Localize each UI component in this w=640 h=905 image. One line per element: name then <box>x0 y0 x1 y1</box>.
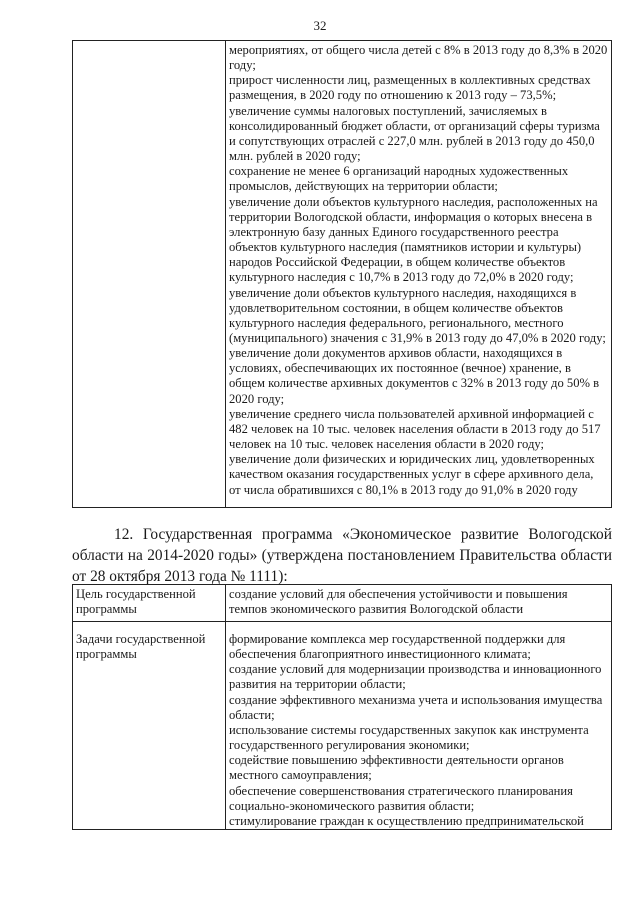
task-item: формирование комплекса мер государственной поддержки для обеспечения благоприятного инвестиционного климата; <box>229 632 566 662</box>
tasks-cell <box>226 622 612 830</box>
indicator-item: увеличение доли физических и юридических лиц, удовлетворенных качеством оказания государственных услуг в сфере архивного дела, от числа обратившихся с 80,1% в 2013 году до 91,0% в 2020 году <box>229 452 595 497</box>
task-item: стимулирование граждан к осуществлению предпринимательской <box>229 813 584 828</box>
indicator-item: сохранение не менее 6 организаций народных художественных промыслов, действующих на территории области; <box>229 164 569 194</box>
task-item: создание эффективного механизма учета и использования имущества области; <box>229 692 603 722</box>
indicator-item: увеличение доли объектов культурного наследия, расположенных на территории Вологодской области, информация о которых внесена в электронную базу данных Единого государственного реестра объектов культурного наследия (памятников истории и культуры) народов Российской Федерации, в общем количестве объектов культурного наследия с 10,7% в 2013 году до 72,0% в 2020 году; <box>229 194 598 285</box>
section-heading <box>72 524 612 587</box>
indicator-item: увеличение суммы налоговых поступлений, зачисляемых в консолидированный бюджет области, от организаций сферы туризма и сопутствующих отраслей с 227,0 млн. рублей в 2013 году до 450,0 млн. рублей в 2020 году; <box>229 103 600 164</box>
indicators-label-cell <box>73 41 226 508</box>
task-item: содействие повышению эффективности деятельности органов местного самоуправления; <box>229 753 564 783</box>
indicator-item: мероприятиях, от общего числа детей с 8% в 2013 году до 8,3% в 2020 году; <box>229 43 608 73</box>
indicator-item: прирост численности лиц, размещенных в коллективных средствах размещения, в 2020 году по отношению к 2013 году – 73,5%; <box>229 73 591 103</box>
indicator-item: увеличение доли документов архивов области, находящихся в условиях, обеспечивающих их постоянное (вечное) хранение, в общем количестве архивных документов с 32% в 2013 году до 50% в 2020 году; <box>229 346 600 406</box>
indicator-item: увеличение доли объектов культурного наследия, находящихся в удовлетворительном состоянии, в общем количестве объектов культурного наследия федерального, регионального, местного (муниципального) значения с 31,9% в 2013 году до 47,0% в 2020 году; <box>229 285 606 345</box>
page-number: 32 <box>313 18 327 33</box>
task-item: обеспечение совершенствования стратегического планирования социально-экономического развития области; <box>229 783 573 813</box>
section-heading-text: 12. Государственная программа «Экономическое развитие Вологодской области на 2014-2020 годы» (утверждена постановлением Правительства области от 28 октября 2013 года № 1111): <box>72 526 612 585</box>
goal-row <box>73 585 612 622</box>
goal-label: Цель государственной программы <box>73 585 226 622</box>
goal-text: создание условий для обеспечения устойчивости и повышения темпов экономического развития Вологодской области <box>226 585 612 622</box>
task-item: создание условий для модернизации производства и инновационного развития на территории области; <box>229 662 602 692</box>
tasks-row <box>73 622 612 830</box>
task-item: использование системы государственных закупок как инструмента государственного регулирования экономики; <box>229 722 589 753</box>
program-table <box>72 584 612 830</box>
indicators-table <box>72 40 612 508</box>
indicators-text-cell <box>226 41 612 508</box>
tasks-label: Задачи государственной программы <box>73 622 226 830</box>
indicator-item: увеличение среднего числа пользователей архивной информацией с 482 человек на 10 тыс. человек населения области в 2013 году до 517 человек на 10 тыс. человек населения области в 2020 году; <box>229 406 601 452</box>
indicators-row <box>73 41 612 508</box>
